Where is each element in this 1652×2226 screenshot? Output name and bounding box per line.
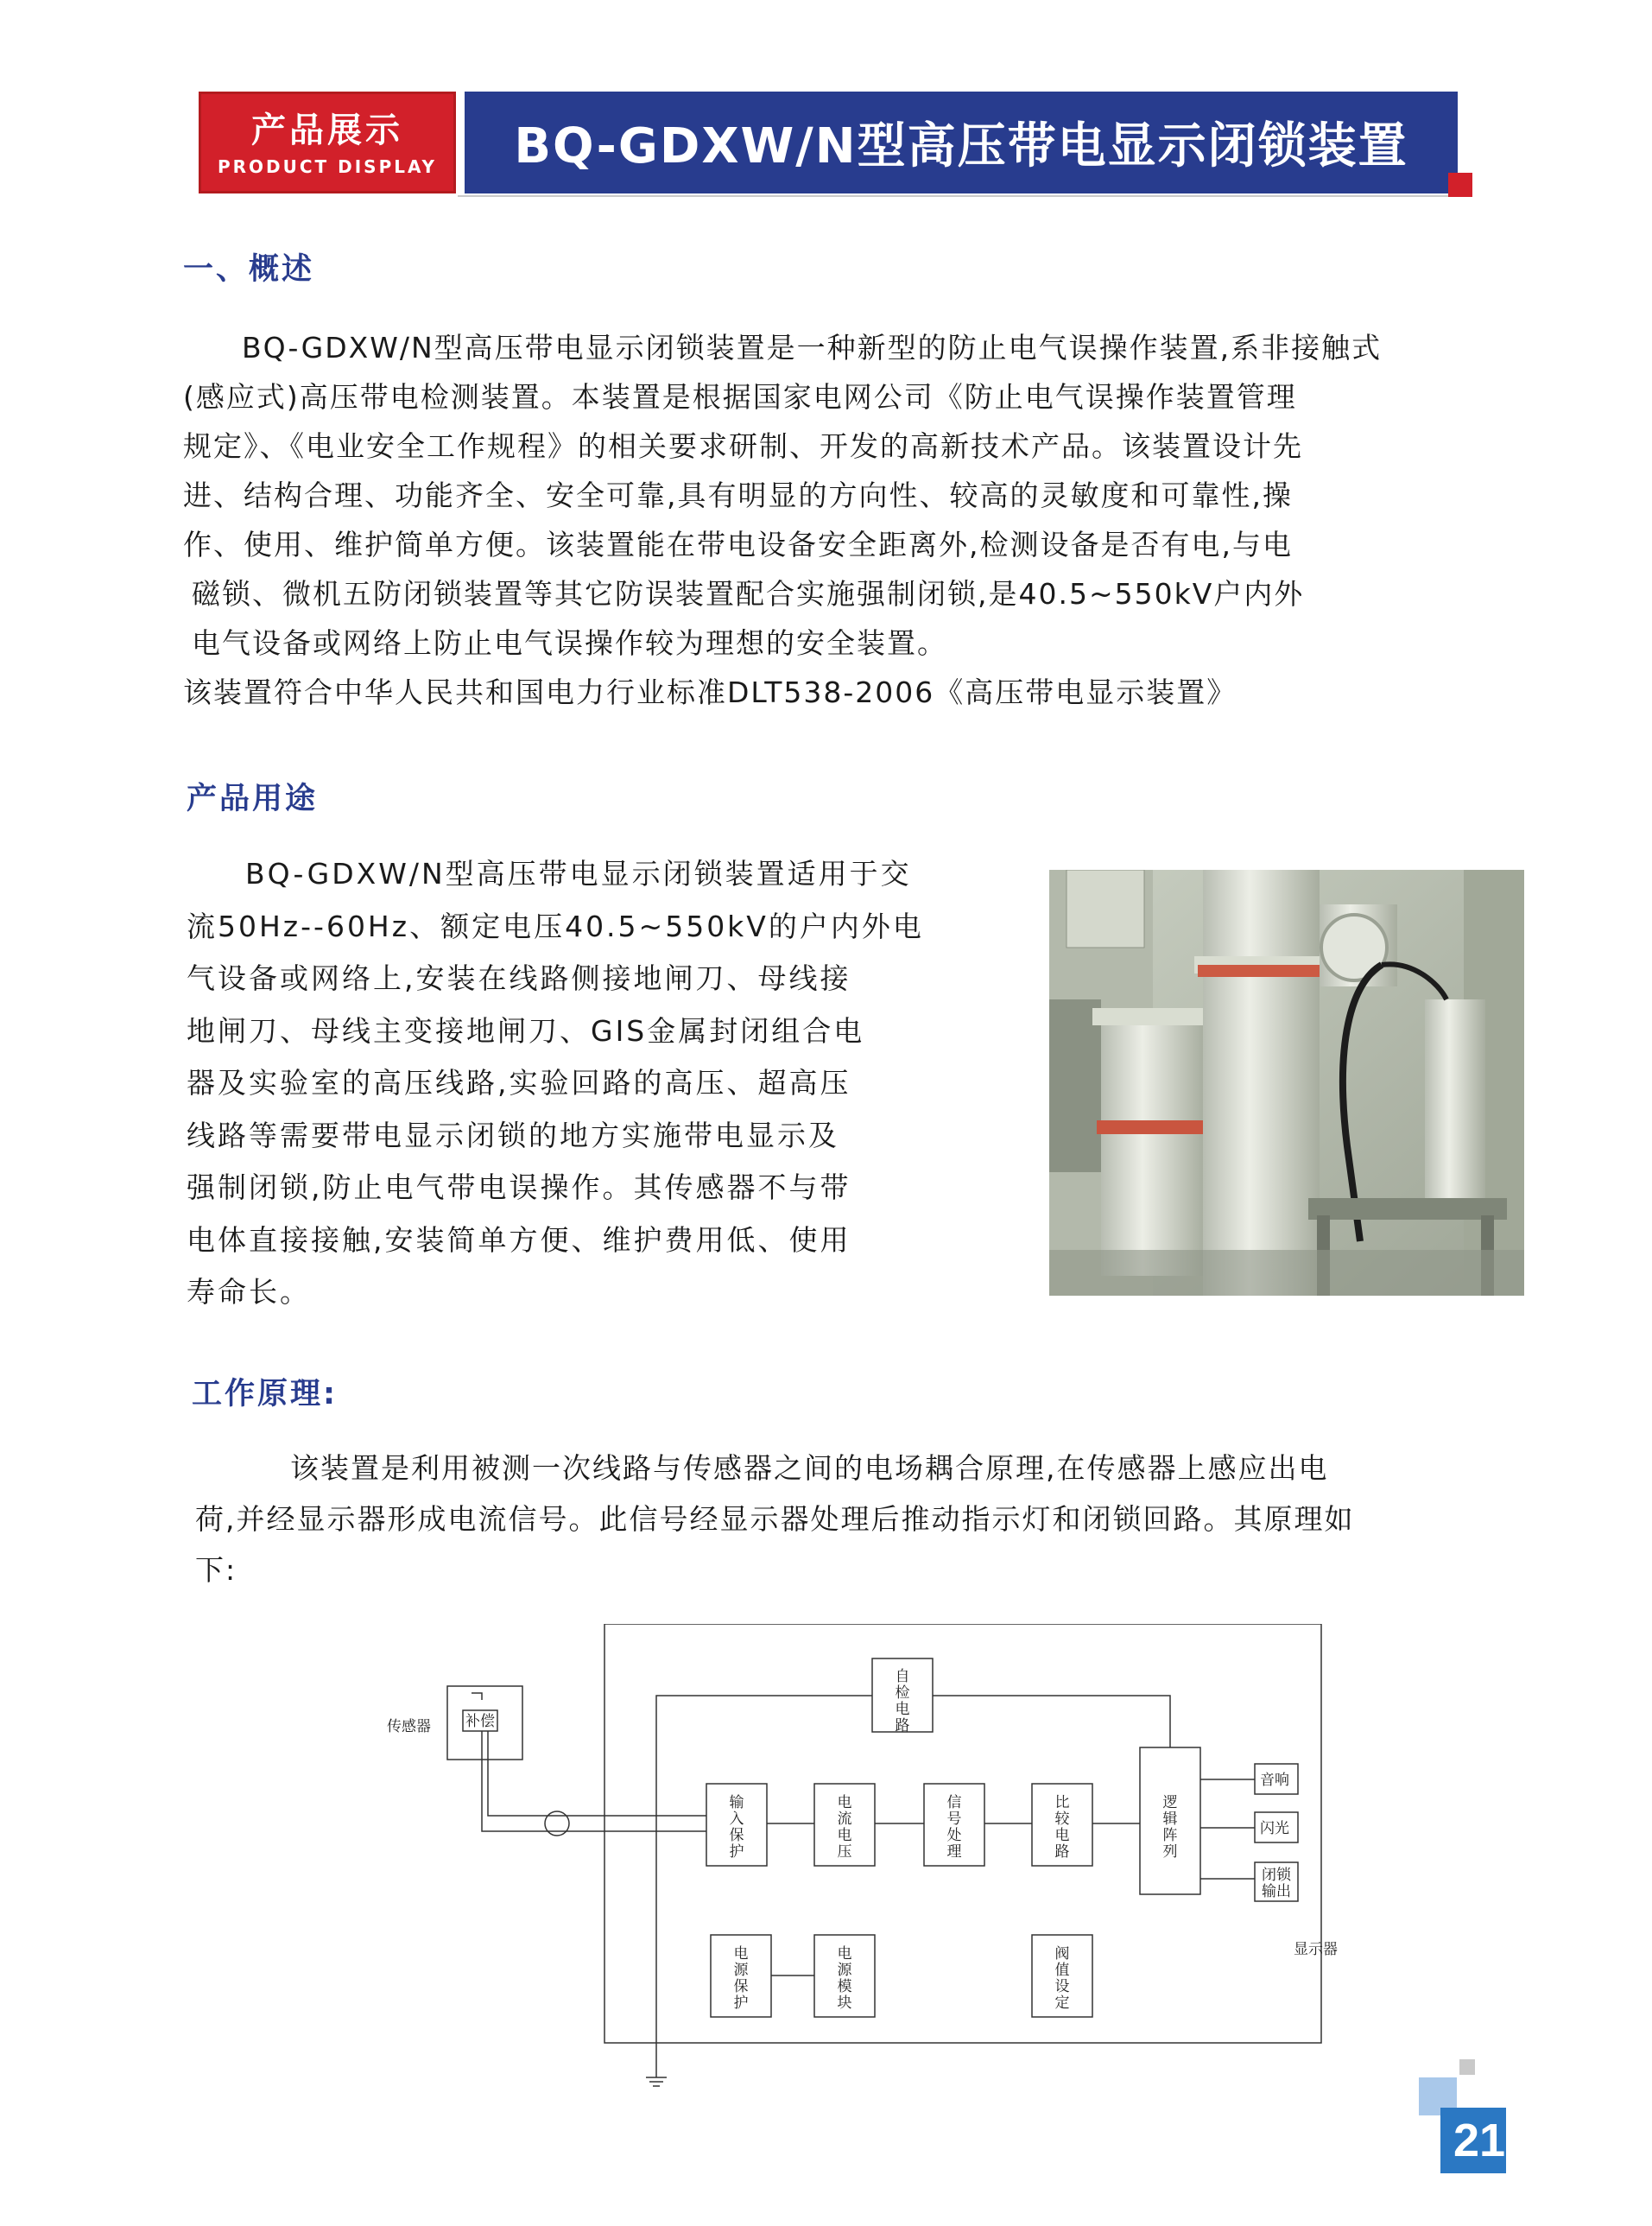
display-label: 显示器 [1294, 1941, 1338, 1958]
self-check-label: 自检电路 [895, 1668, 910, 1735]
header-divider [458, 195, 1466, 197]
text-line: BQ-GDXW/N型高压带电显示闭锁装置适用于交 [245, 857, 912, 891]
sensor-label: 传感器 [387, 1718, 431, 1735]
principle-heading: 工作原理: [192, 1377, 338, 1411]
text-line: 该装置符合中华人民共和国电力行业标准DLT538-2006《高压带电显示装置》 [183, 675, 1237, 709]
usage-heading: 产品用途 [187, 782, 319, 816]
display-frame [604, 1624, 1321, 2043]
text-line: 电体直接接触,安装简单方便、维护费用低、使用 [187, 1222, 851, 1257]
text-line: 该装置是利用被测一次线路与传感器之间的电场耦合原理,在传感器上感应出电 [290, 1451, 1329, 1485]
page-number: 21 [1453, 2115, 1506, 2166]
lock-output-label: 闭锁输出 [1262, 1867, 1291, 1900]
text-line: 电气设备或网络上防止电气误操作较为理想的安全装置。 [192, 626, 947, 660]
compare-label: 比较电路 [1054, 1794, 1070, 1861]
principle-text [195, 1443, 1355, 1595]
text-line: 作、使用、维护简单方便。该装置能在带电设备安全距离外,检测设备是否有电,与电 [183, 528, 1293, 561]
header-accent-square [1448, 173, 1472, 197]
power-module-label: 电源模块 [837, 1945, 852, 2012]
corner-square-gray [1459, 2059, 1475, 2075]
text-line: 进、结构合理、功能齐全、安全可靠,具有明显的方向性、较高的灵敏度和可靠性,操 [183, 479, 1293, 512]
overview-text [183, 323, 1382, 717]
text-line: 磁锁、微机五防闭锁装置等其它防误装置配合实施强制闭锁,是40.5~550kV户内外 [192, 577, 1305, 611]
power-protect-label: 电源保护 [733, 1945, 749, 2012]
text-line: 流50Hz--60Hz、额定电压40.5~550kV的户内外电 [187, 909, 924, 943]
threshold-label: 阀值设定 [1054, 1945, 1070, 2012]
signal-process-label: 信号处理 [946, 1794, 962, 1861]
text-line: 线路等需要带电显示闭锁的地方实施带电显示及 [187, 1118, 839, 1152]
text-line: 地闸刀、母线主变接地闸刀、GIS金属封闭组合电 [187, 1013, 865, 1048]
text-line: 寿命长。 [187, 1275, 311, 1309]
category-cn: 产品展示 [251, 111, 403, 150]
text-line: BQ-GDXW/N型高压带电显示闭锁装置是一种新型的防止电气误操作装置,系非接触式 [242, 331, 1383, 365]
sound-label: 音响 [1260, 1772, 1289, 1789]
text-line: 器及实验室的高压线路,实验回路的高压、超高压 [187, 1066, 851, 1100]
input-protect-label: 输入保护 [729, 1794, 744, 1861]
current-voltage-label: 电流电压 [837, 1794, 852, 1861]
text-line: 强制闭锁,防止电气带电误操作。其传感器不与带 [187, 1170, 851, 1204]
product-photo [1049, 870, 1524, 1296]
principle-diagram [371, 1624, 1356, 2090]
compensation-label: 补偿 [465, 1713, 495, 1730]
text-line: 荷,并经显示器形成电流信号。此信号经显示器处理后推动指示灯和闭锁回路。其原理如 [195, 1502, 1355, 1536]
overview-heading: 一、概述 [183, 252, 315, 287]
page-title: BQ-GDXW/N型高压带电显示闭锁装置 [465, 92, 1458, 193]
text-line: 下: [195, 1553, 237, 1587]
text-line: 气设备或网络上,安装在线路侧接地闸刀、母线接 [187, 961, 851, 995]
usage-text [187, 848, 924, 1319]
logic-array-label: 逻辑阵列 [1162, 1794, 1178, 1861]
flash-label: 闪光 [1260, 1820, 1289, 1837]
text-line: (感应式)高压带电检测装置。本装置是根据国家电网公司《防止电气误操作装置管理 [183, 380, 1297, 414]
category-en: PRODUCT DISPLAY [217, 156, 438, 177]
category-tab [199, 92, 456, 193]
text-line: 规定》、《电业安全工作规程》的相关要求研制、开发的高新技术产品。该装置设计先 [183, 429, 1303, 463]
